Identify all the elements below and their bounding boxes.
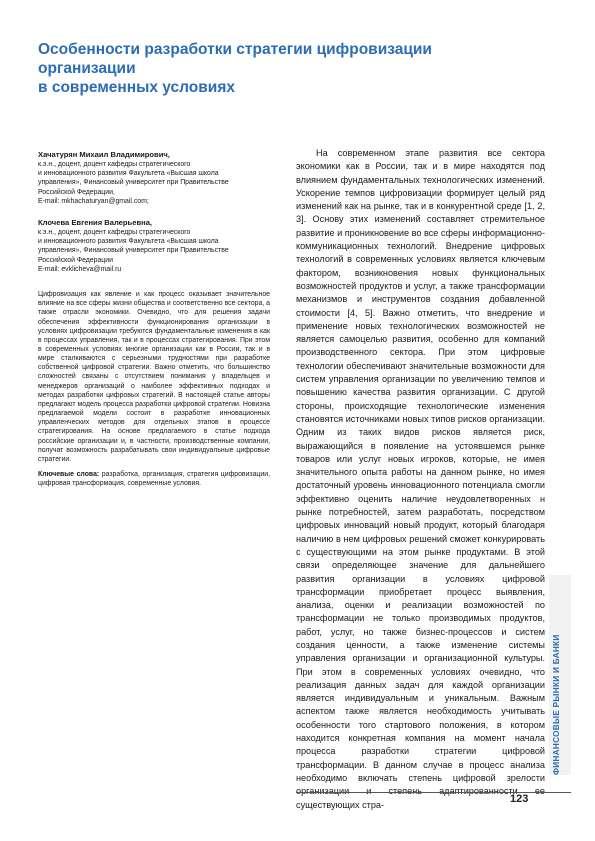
author-email: E-mail: evklicheva@mail.ru [38,265,122,273]
keywords-text: разработка, организация, стратегия цифровизации, цифровая трансформация, современные условия. [38,471,270,488]
page-number: 123 [510,793,529,805]
author-block-1 [38,150,270,206]
author-affiliation-line: к.э.н., доцент, доцент кафедры стратегического [38,229,191,237]
keywords-label: Ключевые слова: [38,471,100,478]
author-affiliation-line: Российской Федерации [38,256,113,264]
article-title-line-1: Особенности разработки стратегии цифровизации организации [38,41,432,77]
left-column [38,150,270,495]
author-affiliation-line: и инновационного развития Факультета «Высшая школа [38,170,219,178]
keywords [38,470,270,488]
author-name: Хачатурян Михаил Владимирович, [38,150,170,159]
abstract: Цифровизация как явление и как процесс оказывает значительное влияние на все сферы жизни общества и соответственно все сектора, а также отрасли экономики. Очевидно, что для решения задачи обеспечения эффективности функционирования организации в условиях цифровизации требуются фундаментальные изменения в как в процессах управления, так и в процессах стратегирования. При этом в современных условиях многие организации как в России, так и в мире сталкиваются с серьезными трудностями при разработке собственной цифровой стратегии. Важно отметить, что большинство сложностей связаны с отсутствием понимания у владельцев и менеджеров организаций о наиболее эффективных подходах и методах разработки цифровых стратегий. В настоящей статье авторы предлагают модель процесса разработки цифровой стратегии. Новизна предлагаемой модели состоит в разработке инновационных управленческих методов для отдельных этапов в процессе стратегирования. На основе предлагаемого в статье подхода российские организации и, в частности, производственные компании, получат возможность разрабатывать свои индивидуальные цифровые стратегии. [38,291,270,463]
author-name: Клочева Евгения Валерьевна, [38,218,153,228]
author-affiliation-line: к.э.н., доцент, доцент кафедры стратегического [38,161,191,168]
footer-rule [296,792,571,793]
article-title-line-2: в современных условиях [38,79,235,96]
author-affiliation-line: управления», Финансовый университет при Правительстве [38,247,229,255]
author-affiliation [38,228,270,274]
author-block-2 [38,218,270,274]
section-label: ФИНАНСОВЫЕ РЫНКИ И БАНКИ [552,634,561,775]
author-affiliation-line: управления», Финансовый университет при Правительстве [38,179,229,187]
article-title [38,40,518,97]
author-affiliation-line: и инновационного развития Факультета «Высшая школа [38,238,219,246]
author-affiliation [38,160,270,206]
author-affiliation-line: Российской Федерации, [38,188,115,196]
author-email: E-mail: mkhachaturyan@gmail.com; [38,197,149,205]
body-text: На современном этапе развития все сектора экономики как в России, так и в мире находятся под влиянием фундаментальных технологических изменений. Ускорение темпов цифровизации формирует целый ряд изменений как на рынке, так и в конкурентной среде [1, 2, 3]. Основу этих изменений составляет стремительное развитие и проникновение во все сферы информационно-коммуникационных технологий. Внедрение цифровых технологий в современных условиях является ключевым фактором, возникновения новых функциональных возможностей продуктов и услуг, а также трансформации механизмов и инструментов создания добавленной стоимости [4, 5]. Важно отметить, что внедрение и применение новых технологических возможностей не является самоцелью развития, особенно для компаний производственного сектора. При этом цифровые технологии обеспечивают значительные возможности для систем управления организации по увеличению темпов и повышению качества развития организации. С другой стороны, происходящие технологические изменения становятся источниками новых типов рисков организации. Одним из таких видов рисков является риск, выражающийся в появление на устоявшемся рынке товаров или услуг новых игроков, которые, не имея значительного опыта работы на данном рынке, но имея достаточный уровень инновационного потенциала смогли эффективно оценить наличие неудовлетворенных н рынке потребностей, затем разработать, посредством цифровых инноваций новый продукт, который благодаря наличию в нем цифровых решений сможет конкурировать с существующими на этом рынке продуктами. В этой связи определяющее значение для дальнейшего развития организации в условиях цифровой трансформации приобретает процесс выявления, анализа, оценки и реализации возможностей по трансформации не только производимых продуктов, работ, услуг, но также бизнес-процессов и систем создания ценности, а также изменение системы управления организации и организационной культуры. При этом в современных условиях очевидно, что реализация данных задач для каждой организации является индивидуальным и уникальным. Важным аспектом также является необходимость учитывать особенности того стартового положения, в котором находится конкретная компания на момент начала процесса разработки стратегии цифровой трансформации. В данном случае в процесс анализа необходимо включать степень цифровой зрелости существующих стра- [296,148,545,810]
